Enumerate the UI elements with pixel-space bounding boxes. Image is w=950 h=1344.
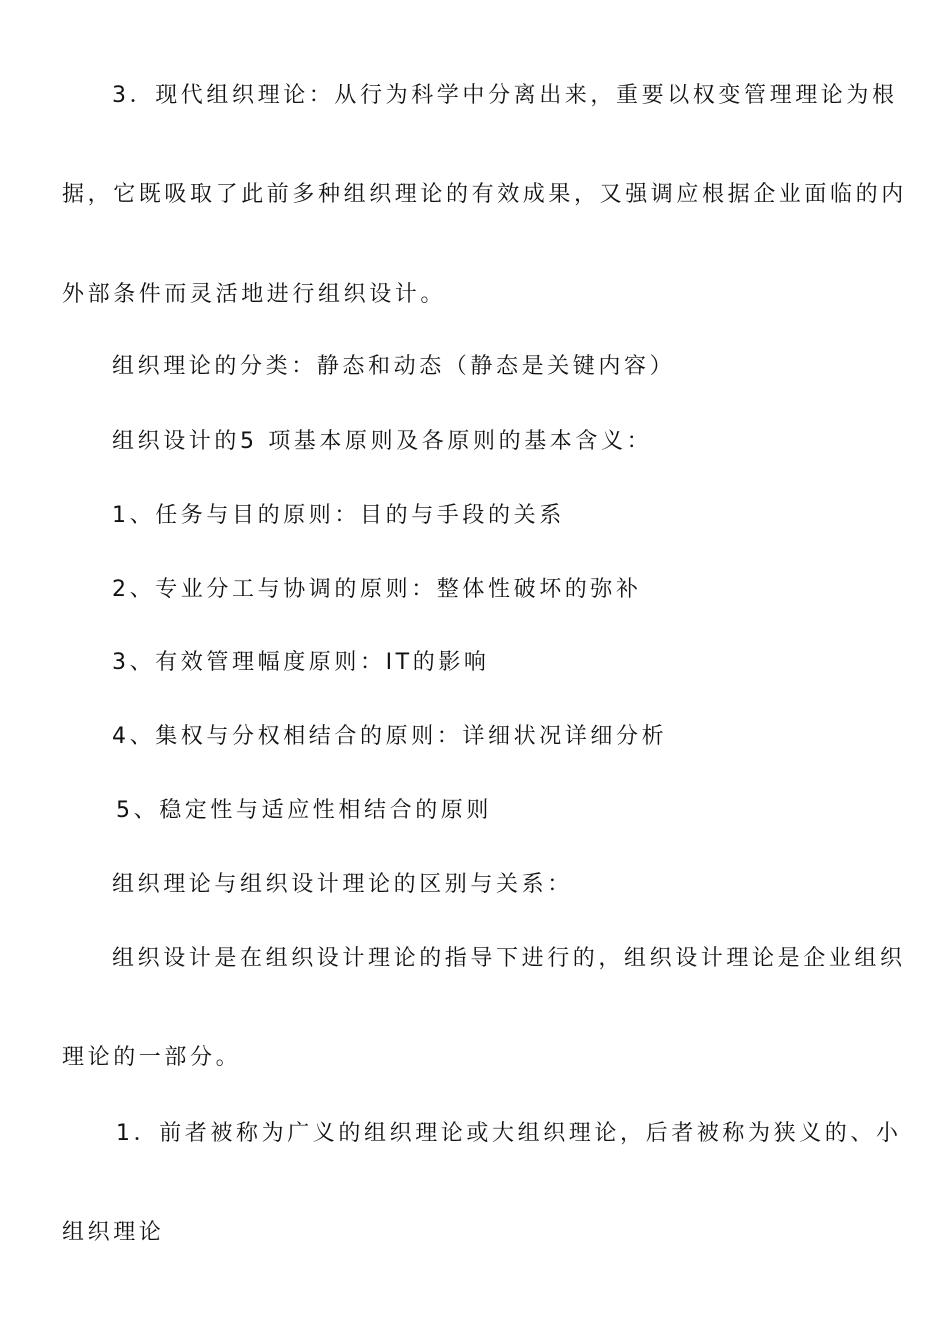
- heading-line: 组织理论与组织设计理论的区别与关系：: [112, 872, 573, 897]
- paragraph-line: 理论的一部分。: [62, 1045, 242, 1070]
- list-item: 3、有效管理幅度原则：IT的影响: [112, 650, 490, 675]
- list-item: 1、任务与目的原则：目的与手段的关系: [112, 503, 565, 528]
- paragraph-line: 外部条件而灵活地进行组织设计。: [62, 282, 447, 307]
- paragraph-line: 组织理论: [62, 1220, 165, 1245]
- list-item: 4、集权与分权相结合的原则：详细状况详细分析: [112, 724, 668, 749]
- list-item: 5、稳定性与适应性相结合的原则: [116, 798, 492, 823]
- heading-line: 组织设计的5 项基本原则及各原则的基本含义：: [112, 429, 653, 454]
- paragraph-line: 组织设计是在组织设计理论的指导下进行的，组织设计理论是企业组织: [112, 946, 906, 971]
- heading-line: 组织理论的分类：静态和动态（静态是关键内容）: [112, 354, 676, 379]
- paragraph-line: 1．前者被称为广义的组织理论或大组织理论，后者被称为狭义的、小: [116, 1121, 902, 1146]
- paragraph-line: 据，它既吸取了此前多种组织理论的有效成果，又强调应根据企业面临的内: [62, 182, 907, 207]
- list-item: 2、专业分工与协调的原则：整体性破坏的弥补: [112, 577, 642, 602]
- paragraph-line: 3．现代组织理论：从行为科学中分离出来，重要以权变管理理论为根: [112, 83, 898, 108]
